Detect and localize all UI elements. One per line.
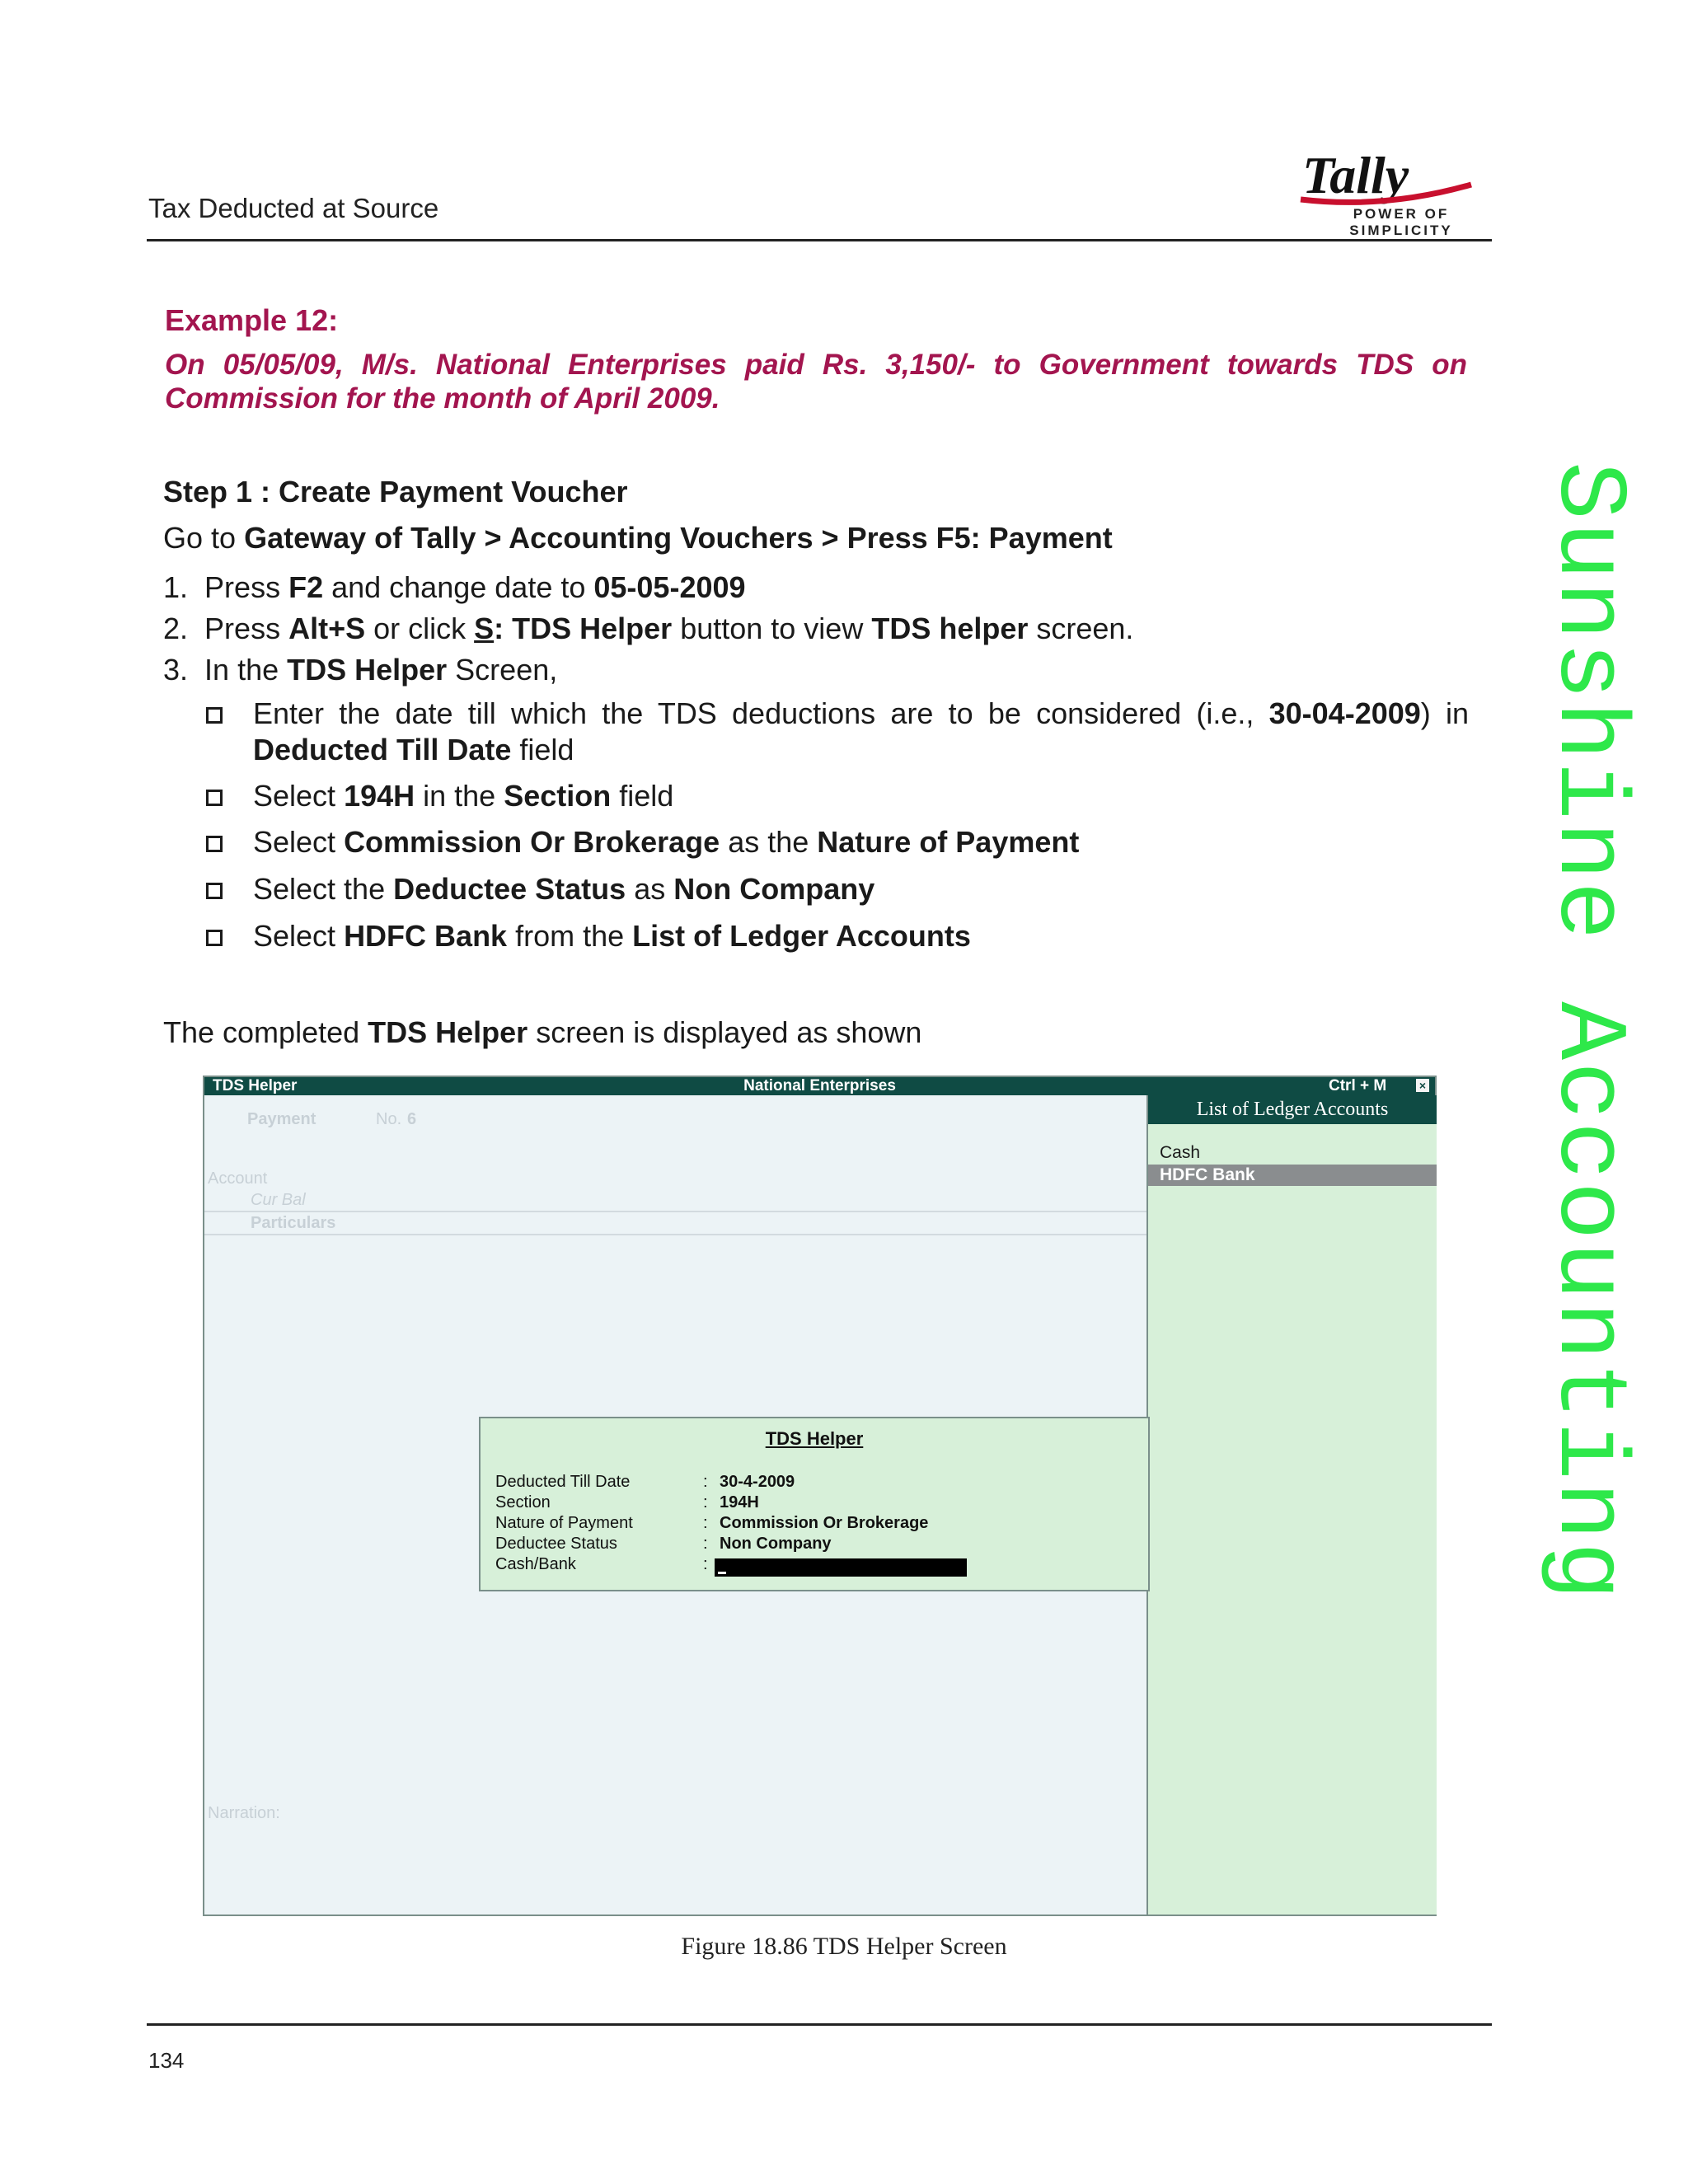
voucher-no: 6 (407, 1110, 417, 1128)
deductee-status-field[interactable]: Non Company (720, 1535, 832, 1553)
section-field[interactable]: 194H (720, 1493, 759, 1511)
deducted-till-date-field[interactable]: 30-4-2009 (720, 1473, 795, 1491)
tds-helper-screenshot (203, 1076, 1437, 1916)
bullet-item-4: Select the Deductee Status as Non Company (253, 872, 875, 906)
running-header-title: Tax Deducted at Source (148, 193, 439, 223)
bullet-square-icon (206, 836, 223, 852)
divider (204, 1211, 1146, 1212)
deducted-till-date-label: Deducted Till Date (495, 1473, 631, 1491)
nature-of-payment-label: Nature of Payment (495, 1514, 633, 1532)
divider (204, 1234, 1146, 1235)
deductee-status-label: Deductee Status (495, 1535, 617, 1553)
nature-of-payment-field[interactable]: Commission Or Brokerage (720, 1514, 929, 1532)
goto-path: Gateway of Tally > Accounting Vouchers > Press F5: Payment (244, 521, 1113, 555)
example-description: On 05/05/09, M/s. National Enterprises paid Rs. 3,150/- to Government towards TDS on Commission for the month of April 2009. (165, 349, 1467, 415)
shortcut-hint: Ctrl + M (1329, 1077, 1387, 1094)
numbered-step-1: 1. Press F2 and change date to 05-05-2009 (163, 570, 746, 604)
close-icon[interactable]: × (1416, 1079, 1429, 1092)
bullet-item-5: Select HDFC Bank from the List of Ledger Accounts (253, 919, 971, 953)
bullet-square-icon (206, 930, 223, 946)
bullet-item-2: Select 194H in the Section field (253, 779, 674, 813)
account-label: Account (208, 1169, 268, 1188)
voucher-no-label: No. (376, 1110, 402, 1128)
header-rule (147, 239, 1492, 241)
cur-bal-label: Cur Bal (251, 1191, 306, 1209)
particulars-header: Particulars (251, 1214, 336, 1232)
tally-logo-text: Tally (1302, 146, 1409, 204)
window-title: TDS Helper (213, 1077, 298, 1094)
company-name: National Enterprises (743, 1077, 896, 1094)
window-title-bar (204, 1077, 1435, 1095)
bullet-item-1: Enter the date till which the TDS deductions are to be considered (i.e., 30-04-2009) in Deducted Till Date field (253, 696, 1469, 766)
numbered-step-2: 2. Press Alt+S or click S: TDS Helper button to view TDS helper screen. (163, 612, 1134, 645)
bullet-square-icon (206, 707, 223, 724)
ledger-list-title: List of Ledger Accounts (1148, 1095, 1437, 1124)
bullet-square-icon (206, 883, 223, 899)
bullet-item-3: Select Commission Or Brokerage as the Nature of Payment (253, 825, 1080, 859)
tds-helper-dialog: TDS Helper Deducted Till Date : 30-4-2009 Section : 194H Nature of Payment : Commission Or Brokerage Deductee Status : Non Company Cash/Bank : (479, 1417, 1150, 1591)
step-title: Step 1 : Create Payment Voucher (163, 475, 628, 509)
goto-instruction (163, 521, 1113, 555)
numbered-step-3: 3. In the TDS Helper Screen, (163, 653, 558, 687)
ledger-list-panel (1146, 1095, 1437, 1915)
page-number: 134 (148, 2048, 185, 2073)
ledger-item-cash[interactable]: Cash (1160, 1143, 1201, 1162)
text-cursor (718, 1572, 726, 1574)
tally-logo-tagline: POWER OF SIMPLICITY (1349, 206, 1453, 238)
watermark-text: Sunshine Accounting (1532, 462, 1642, 1602)
tds-helper-title: TDS Helper (765, 1428, 864, 1449)
footer-rule (147, 2023, 1492, 2026)
completed-screen-text: The completed TDS Helper screen is displayed as shown (163, 1015, 922, 1049)
bullet-square-icon (206, 790, 223, 806)
ledger-item-hdfc-bank[interactable]: HDFC Bank (1148, 1165, 1437, 1186)
cash-bank-label: Cash/Bank (495, 1555, 576, 1573)
example-title: Example 12: (165, 303, 339, 337)
section-label: Section (495, 1493, 551, 1511)
figure-caption: Figure 18.86 TDS Helper Screen (681, 1933, 1007, 1960)
voucher-type: Payment (247, 1110, 316, 1128)
narration-label: Narration: (208, 1804, 280, 1822)
watermark (1532, 462, 1643, 1747)
goto-prefix: Go to (163, 521, 245, 555)
cash-bank-input[interactable] (715, 1558, 967, 1577)
